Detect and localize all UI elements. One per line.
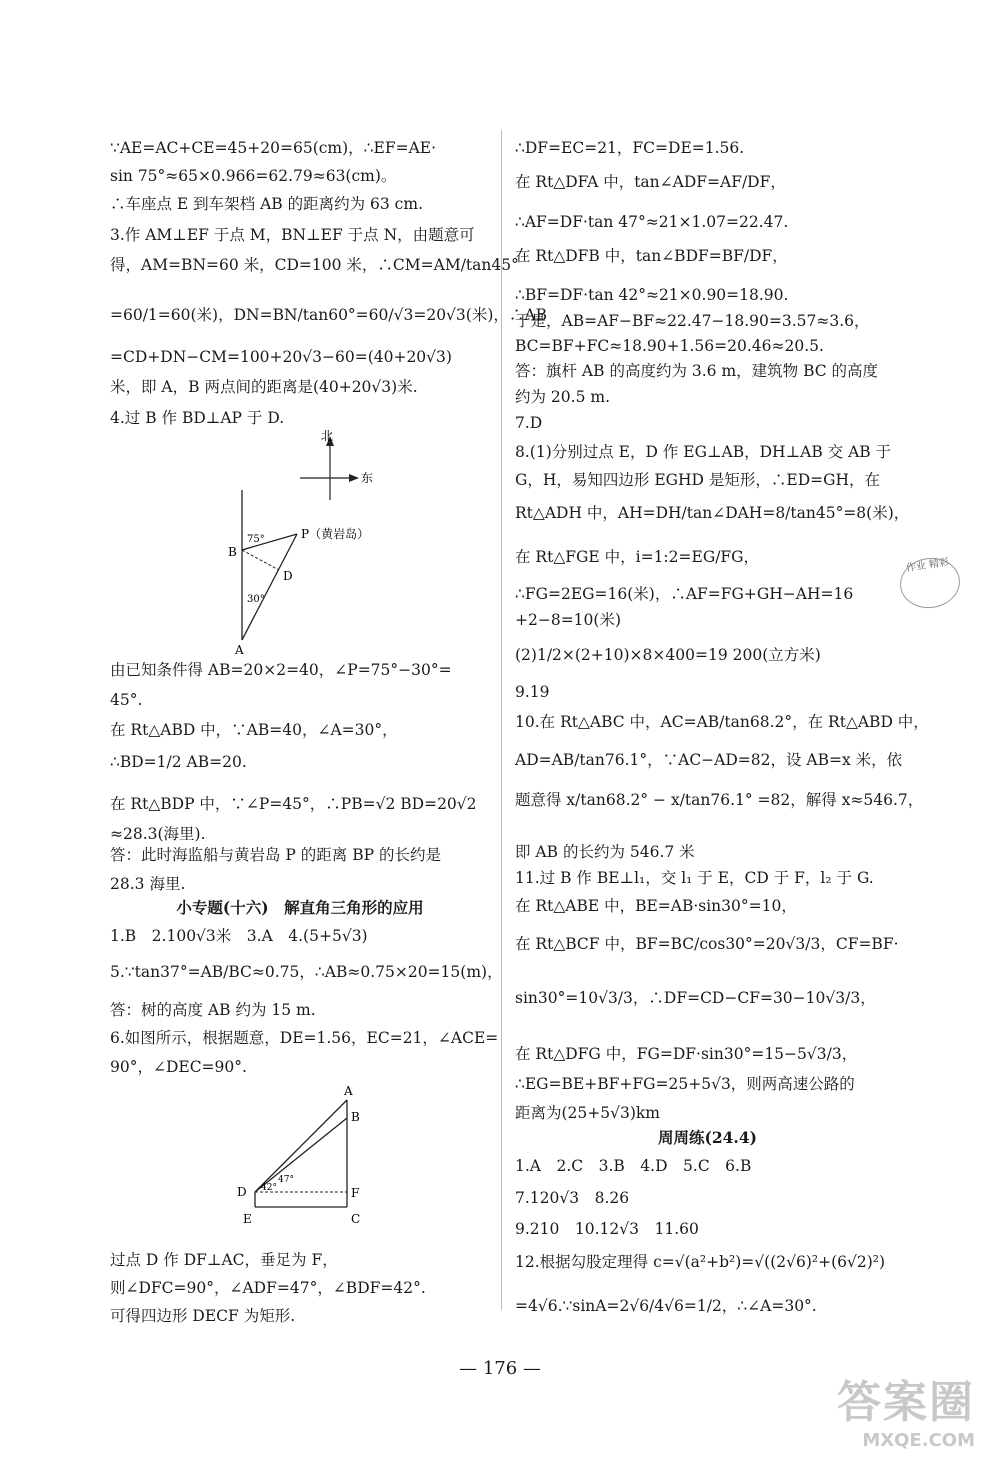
text-line: ∵AE=AC+CE=45+20=65(cm)，∴EF=AE· <box>110 139 437 157</box>
text-line: 在 Rt△BCF 中，BF=BC/cos30°=20√3/3，CF=BF· <box>515 935 899 953</box>
text-line: ∴车座点 E 到车架档 AB 的距离约为 63 cm. <box>110 195 423 213</box>
text-line: 12.根据勾股定理得 c=√(a²+b²)=√((2√6)²+(6√2)²) <box>515 1253 886 1271</box>
text-line: =4√6.∵sinA=2√6/4√6=1/2，∴∠A=30°. <box>515 1297 817 1315</box>
text-line: 可得四边形 DECF 为矩形. <box>110 1307 296 1325</box>
text-line: 答：旗杆 AB 的高度约为 3.6 m，建筑物 BC 的高度 <box>515 362 879 380</box>
text-line: 答：此时海监船与黄岩岛 P 的距离 BP 的长约是 <box>110 846 441 864</box>
watermark-url: MXQE.COM <box>862 1430 975 1451</box>
text-line: 3.作 AM⊥EF 于点 M，BN⊥EF 于点 N，由题意可 <box>110 226 475 244</box>
text-line: 由已知条件得 AB=20×2=40，∠P=75°−30°= <box>110 661 452 679</box>
text-line: 过点 D 作 DF⊥AC，垂足为 F， <box>110 1251 338 1269</box>
text-line: =CD+DN−CM=100+20√3−60=(40+20√3) <box>110 348 452 366</box>
text-line: sin 75°≈65×0.966=62.79≈63(cm)。 <box>110 167 397 185</box>
text-line: ∴EG=BE+BF+FG=25+5√3，则两高速公路的 <box>515 1075 855 1093</box>
angle-30: 30° <box>247 594 265 605</box>
text-line: ∴BF=DF·tan 42°≈21×0.90=18.90. <box>515 286 789 304</box>
text-line: 1.B 2.100√3米 3.A 4.(5+5√3) <box>110 927 368 945</box>
segment-BD <box>242 550 279 570</box>
text-line: 得，AM=BN=60 米，CD=100 米，∴CM=AM/tan45° <box>110 256 519 274</box>
text-line: ∴AF=DF·tan 47°≈21×1.07=22.47. <box>515 213 789 231</box>
label-E: E <box>243 1212 252 1226</box>
angle-75: 75° <box>247 534 265 545</box>
stamp-decoration: 作业 精彩 <box>897 554 963 612</box>
text-line: 7.120√3 8.26 <box>515 1189 630 1207</box>
text-line: 在 Rt△ABD 中，∵AB=40，∠A=30°， <box>110 721 398 739</box>
label-A: A <box>344 1085 353 1098</box>
label-C: C <box>351 1212 361 1226</box>
text-line: ∴DF=EC=21，FC=DE=1.56. <box>515 139 745 157</box>
section-heading: 小专题(十六) 解直角三角形的应用 <box>176 898 424 917</box>
text-line: (2)1/2×(2+10)×8×400=19 200(立方米) <box>515 646 821 664</box>
label-P: P（黄岩岛） <box>301 527 370 541</box>
segment-DB <box>255 1118 347 1192</box>
text-line: 在 Rt△DFB 中，tan∠BDF=BF/DF， <box>515 247 788 265</box>
text-line: AD=AB/tan76.1°，∵AC−AD=82，设 AB=x 米，依 <box>515 751 903 769</box>
text-line: 答：树的高度 AB 约为 15 m. <box>110 1001 316 1019</box>
text-line: 45°. <box>110 691 143 709</box>
text-line: 在 Rt△DFA 中，tan∠ADF=AF/DF， <box>515 173 786 191</box>
text-line: 7.D <box>515 414 543 432</box>
text-line: 10.在 Rt△ABC 中，AC=AB/tan68.2°，在 Rt△ABD 中， <box>515 713 929 731</box>
text-line: 在 Rt△FGE 中，i=1:2=EG/FG， <box>515 548 760 566</box>
segment-DA <box>255 1100 347 1192</box>
label-F: F <box>351 1186 360 1200</box>
text-line: ≈28.3(海里). <box>110 825 206 843</box>
text-line: +2−8=10(米) <box>515 611 622 629</box>
section-heading: 周周练(24.4) <box>658 1128 757 1147</box>
text-line: 11.过 B 作 BE⊥l₁，交 l₁ 于 E，CD 于 F，l₂ 于 G. <box>515 869 874 887</box>
text-line: BC=BF+FC≈18.90+1.56=20.46≈20.5. <box>515 337 824 355</box>
label-D: D <box>283 569 293 583</box>
text-line: 在 Rt△ABE 中，BE=AB·sin30°=10， <box>515 897 797 915</box>
text-line: 4.过 B 作 BD⊥AP 于 D. <box>110 409 285 427</box>
watermark-main: 答案圈 <box>837 1377 975 1428</box>
text-line: 距离为(25+5√3)km <box>515 1104 660 1122</box>
figure-compass-triangle <box>225 430 395 660</box>
text-line: Rt△ADH 中，AH=DH/tan∠DAH=8/tan45°=8(米)， <box>515 504 910 522</box>
text-line: ∴FG=2EG=16(米)，∴AF=FG+GH−AH=16 <box>515 585 854 603</box>
text-line: =60/1=60(米)，DN=BN/tan60°=60/√3=20√3(米)，∴AB <box>110 306 547 324</box>
label-B: B <box>351 1110 360 1124</box>
segment-AP <box>242 534 297 640</box>
text-line: 米，即 A，B 两点间的距离是(40+20√3)米. <box>110 378 418 396</box>
text-line: 在 Rt△BDP 中，∵∠P=45°，∴PB=√2 BD=20√2 <box>110 795 477 813</box>
text-line: 5.∵tan37°=AB/BC≈0.75，∴AB≈0.75×20=15(m)， <box>110 963 503 981</box>
text-line: 6.如图所示，根据题意，DE=1.56，EC=21，∠ACE= <box>110 1029 499 1047</box>
watermark <box>837 1366 975 1451</box>
text-line: 9.19 <box>515 683 550 701</box>
label-D: D <box>237 1185 247 1199</box>
text-line: 即 AB 的长约为 546.7 米 <box>515 843 695 861</box>
text-line: sin30°=10√3/3，∴DF=CD−CF=30−10√3/3， <box>515 989 876 1007</box>
north-label: 北 <box>321 430 334 443</box>
page-number: — 176 — <box>459 1358 541 1379</box>
label-B: B <box>228 545 237 559</box>
angle-42: 42° <box>261 1183 277 1193</box>
text-line: 约为 20.5 m. <box>515 388 610 406</box>
east-label: 东 <box>361 471 374 485</box>
text-line: ∴BD=1/2 AB=20. <box>110 753 247 771</box>
text-line: 9.210 10.12√3 11.60 <box>515 1220 699 1238</box>
text-line: 1.A 2.C 3.B 4.D 5.C 6.B <box>515 1157 752 1175</box>
text-line: 90°，∠DEC=90°. <box>110 1058 247 1076</box>
figure-flagpole <box>225 1085 385 1235</box>
angle-47: 47° <box>278 1175 294 1185</box>
text-line: 在 Rt△DFG 中，FG=DF·sin30°=15−5√3/3， <box>515 1045 858 1063</box>
text-line: G，H，易知四边形 EGHD 是矩形，∴ED=GH，在 <box>515 471 881 489</box>
text-line: 于是，AB=AF−BF≈22.47−18.90=3.57≈3.6， <box>515 312 870 330</box>
text-line: 28.3 海里. <box>110 875 186 893</box>
text-line: 8.(1)分别过点 E，D 作 EG⊥AB，DH⊥AB 交 AB 于 <box>515 443 892 461</box>
label-A: A <box>235 643 244 657</box>
text-line: 则∠DFC=90°，∠ADF=47°，∠BDF=42°. <box>110 1279 426 1297</box>
text-line: 题意得 x/tan68.2° − x/tan76.1° =82，解得 x≈546.7， <box>515 791 924 809</box>
east-arrow <box>349 474 359 482</box>
